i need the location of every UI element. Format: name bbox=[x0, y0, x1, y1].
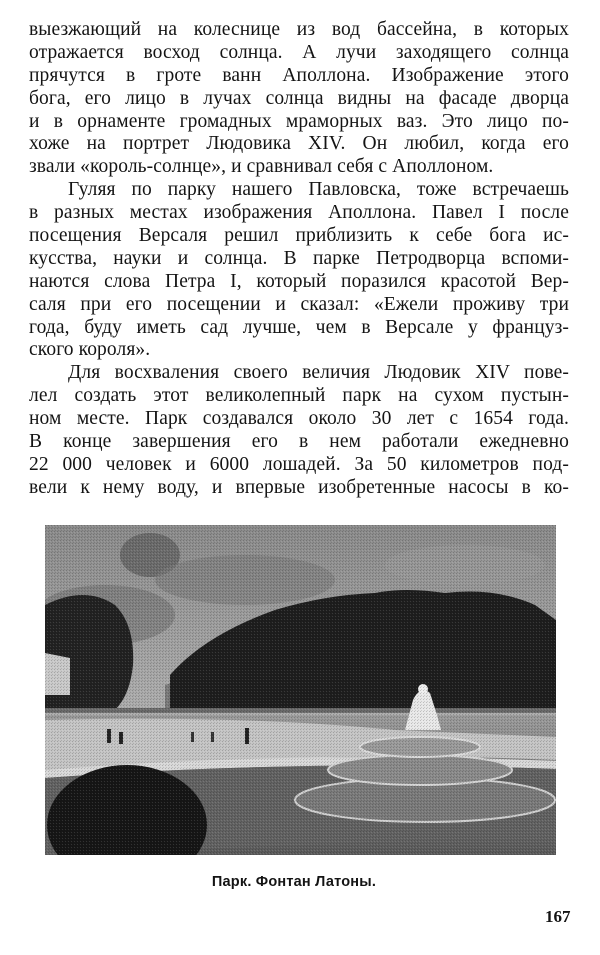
caption-text: Парк. Фонтан Латоны. bbox=[211, 874, 377, 890]
text-line: Гуляя по парку нашего Павловска, тоже встречаешь bbox=[68, 179, 569, 201]
text-line: ном месте. Парк создавался около 30 лет с 1654 года. bbox=[29, 408, 569, 430]
text-line: наются слова Петра I, который поразился красотой Вер- bbox=[29, 270, 569, 292]
photo-illustration bbox=[45, 525, 556, 855]
text-line: в разных местах изображения Аполлона. Павел I после bbox=[29, 202, 569, 224]
text-line: звали «король-солнце», и сравнивал себя с Аполлоном. bbox=[29, 156, 494, 178]
text-line: посещения Версаля решил приблизить к себе бога ис- bbox=[29, 225, 569, 247]
text-line: выезжающий на колеснице из вод бассейна, в которых bbox=[29, 19, 569, 40]
text-line: и в орнаменте громадных мраморных ваз. Это лицо по- bbox=[29, 110, 569, 132]
fountain-photo bbox=[45, 525, 556, 855]
text-line: вели к нему воду, и впервые изобретенные насосы в ко- bbox=[29, 476, 569, 498]
figure-caption bbox=[0, 874, 600, 890]
text-line: В конце завершения его в нем работали ежедневно bbox=[29, 431, 569, 453]
text-line: бога, его лицо в лучах солнца видны на фасаде дворца bbox=[29, 87, 569, 109]
text-line: года, буду иметь сад лучше, чем в Версале у француз- bbox=[29, 316, 569, 338]
page-number: 167 bbox=[545, 907, 571, 926]
text-line: прячутся в гроте ванн Аполлона. Изображение этого bbox=[29, 64, 569, 86]
text-line: Для восхваления своего величия Людовик XIV пове- bbox=[68, 362, 569, 384]
text-line: лел создать этот великолепный парк на сухом пустын- bbox=[29, 385, 569, 407]
text-line: 22 000 человек и 6000 лошадей. За 50 километров под- bbox=[29, 453, 569, 475]
text-line: хоже на портрет Людовика XIV. Он любил, когда его bbox=[29, 133, 569, 155]
text-line: кусства, науки и солнца. В парке Петродворца вспоми- bbox=[29, 247, 569, 269]
text-line: ского короля». bbox=[29, 339, 151, 361]
body-text bbox=[29, 19, 569, 500]
text-line: отражается восход солнца. А лучи заходящего солнца bbox=[29, 41, 569, 63]
text-line: саля при его посещении и сказал: «Ежели проживу три bbox=[29, 293, 569, 315]
